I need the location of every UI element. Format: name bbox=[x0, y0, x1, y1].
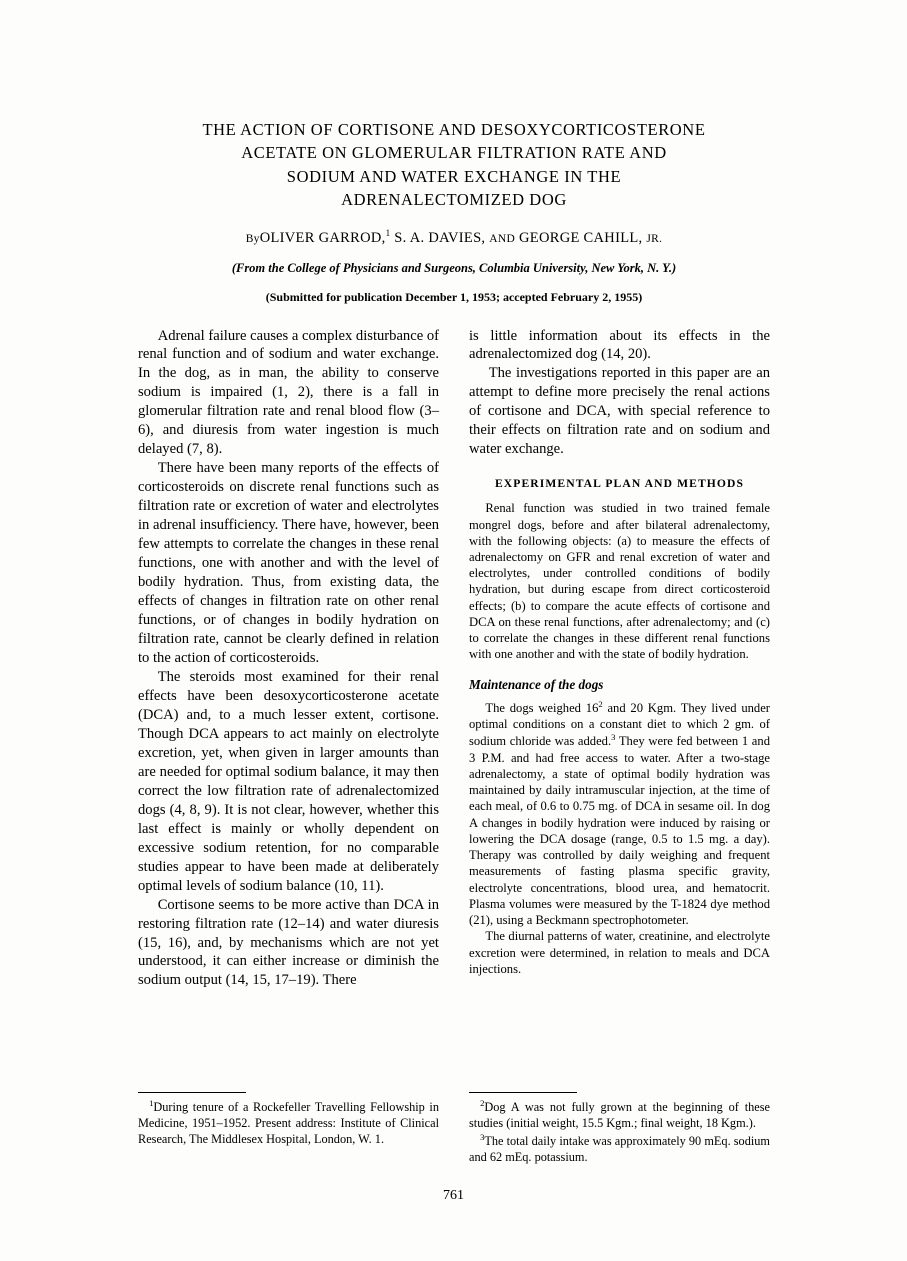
byline-and: AND bbox=[489, 232, 516, 245]
paragraph: The steroids most examined for their renal effects have been desoxycorticosterone acetate (DCA) and, to a much lesser extent, cortisone. Though DCA appears to act mainly on electrolyte excretion, yet, when given in larger amounts than are needed for optimal sodium balance, it may then correct the low filtration rate of adrenalectomized dogs (4, 8, 9). It is not clear, however, whether this last effect is mainly or wholly dependent on excessive sodium retention, for no comparable studies appear to have been made at deliberately optimal levels of sodium balance (10, 11). bbox=[138, 668, 439, 894]
footnote-text: During tenure of a Rockefeller Travelling Fellowship in Medicine, 1951–1952. Present address: Institute of Clinical Research, The Middlesex Hospital, London, W. 1. bbox=[138, 1100, 439, 1146]
submission-note: (Submitted for publication December 1, 1953; accepted February 2, 1955) bbox=[265, 289, 643, 304]
article-content bbox=[138, 118, 770, 990]
title-line-2: ACETATE ON GLOMERULAR FILTRATION RATE AND bbox=[241, 143, 667, 163]
footnote bbox=[138, 1098, 439, 1148]
byline-by: By bbox=[245, 232, 260, 245]
byline-author-3: GEORGE CAHILL, bbox=[515, 229, 647, 246]
text-fragment: The dogs weighed 16 bbox=[485, 700, 599, 715]
footnotes-area bbox=[138, 1092, 770, 1166]
footnote-marker-2: 2 bbox=[598, 698, 603, 709]
paragraph: The investigations reported in this paper are an attempt to define more precisely the renal actions of cortisone and DCA, with special reference to their effects on filtration rate and on sodium and water exchange. bbox=[469, 365, 770, 458]
footnote-marker: 2 bbox=[480, 1098, 485, 1108]
footnote-text: The total daily intake was approximately 90 mEq. sodium and 62 mEq. potassium. bbox=[469, 1133, 770, 1164]
footnote-marker-3: 3 bbox=[611, 732, 616, 743]
footnote-column-right bbox=[469, 1092, 770, 1166]
paragraph: Renal function was studied in two trained female mongrel dogs, before and after bilateral adrenalectomy, with the following objects: (a) to measure the effects of adrenalectomy on GFR and renal excretion of water and electrolytes, under controlled conditions of bodily hydration, but during escape from direct corticosteroid effects; (b) to compare the acute effects of cortisone and DCA on these renal functions, after adrenalectomy; and (c) to correlate the changes in these different renal functions with one another and with the state of bodily hydration. bbox=[469, 501, 770, 662]
byline-author-2: S. A. DAVIES, bbox=[390, 229, 490, 246]
paragraph: Cortisone seems to be more active than DCA in restoring filtration rate (12–14) and water diuresis (15, 16), and, by mechanisms which are not yet understood, it can either increase or diminish the sodium output (14, 15, 17–19). There bbox=[138, 896, 439, 989]
footnote-marker: 1 bbox=[149, 1098, 154, 1108]
page-number: 761 bbox=[443, 1188, 464, 1203]
page-title bbox=[138, 118, 770, 212]
paragraph: The diurnal patterns of water, creatinine, and electrolyte excretion were determined, in relation to meals and DCA injections. bbox=[469, 929, 770, 976]
footnote-marker: 3 bbox=[480, 1131, 485, 1142]
affiliation: (From the College of Physicians and Surgeons, Columbia University, New York, N. Y.) bbox=[231, 260, 677, 275]
text-fragment: They were fed between 1 and 3 P.M. and had free access to water. After a two-stage adrenalectomy, a state of optimal bodily hydration was maintained by daily intramuscular injection, at the time of each meal, of 0.6 to 0.75 mg. of DCA in sesame oil. In dog A changes in bodily hydration were induced by raising or lowering the DCA dosage (range, 0.5 to 1.5 mg. a day). Therapy was controlled by daily weighing and frequent measurements of fasting plasma specific gravity, electrolyte concentrations, blood urea, and hematocrit. Plasma volumes were measured by the T-1824 dye method (21), using a Beckmann spectrophotometer. bbox=[469, 734, 770, 928]
footnote bbox=[469, 1098, 770, 1132]
section-heading: EXPERIMENTAL PLAN AND METHODS bbox=[494, 477, 745, 491]
footnote-rule bbox=[469, 1092, 577, 1093]
byline-footnote-marker: 1 bbox=[385, 227, 391, 238]
paragraph: Adrenal failure causes a complex disturbance of renal function and of sodium and water exchange. In the dog, as in man, the ability to conserve sodium is impaired (1, 2), there is a fall in glomerular filtration rate and renal blood flow (3–6), and diuresis from water ingestion is much delayed (7, 8). bbox=[138, 327, 439, 458]
paragraph: There have been many reports of the effects of corticosteroids on discrete renal functions such as filtration rate or excretion of water and electrolytes in adrenal insufficiency. There have, however, been few attempts to correlate the changes in these renal functions, one with another and with the level of bodily hydration. Thus, from existing data, the effects of changes in filtration rate on other renal functions, or of changes in bodily hydration on filtration rate, cannot be clearly defined in relation to the action of corticosteroids. bbox=[138, 460, 439, 666]
paragraph bbox=[469, 699, 770, 929]
title-line-3: SODIUM AND WATER EXCHANGE IN THE bbox=[286, 166, 622, 186]
text-fragment: and 20 Kgm. They lived under optimal conditions on a constant diet to which 2 gm. of sodium chloride was added. bbox=[469, 700, 771, 749]
paragraph: is little information about its effects in the adrenalectomized dog (14, 20). bbox=[469, 327, 770, 363]
footnote-text: Dog A was not fully grown at the beginning of these studies (initial weight, 15.5 Kgm.; final weight, 18 Kgm.). bbox=[469, 1100, 770, 1130]
title-line-4: ADRENALECTOMIZED DOG bbox=[341, 190, 567, 210]
author-byline bbox=[138, 228, 770, 247]
subsection-heading: Maintenance of the dogs bbox=[469, 676, 604, 692]
footnote-rule bbox=[138, 1092, 246, 1093]
title-line-1: THE ACTION OF CORTISONE AND DESOXYCORTICOSTERONE bbox=[202, 120, 706, 139]
byline-suffix: JR. bbox=[646, 232, 663, 245]
left-column bbox=[138, 327, 439, 991]
two-column-body bbox=[138, 327, 770, 991]
right-column bbox=[469, 327, 770, 977]
footnote bbox=[469, 1132, 770, 1166]
footnote-column-left bbox=[138, 1092, 439, 1166]
byline-author-1: OLIVER GARROD, bbox=[259, 229, 386, 246]
